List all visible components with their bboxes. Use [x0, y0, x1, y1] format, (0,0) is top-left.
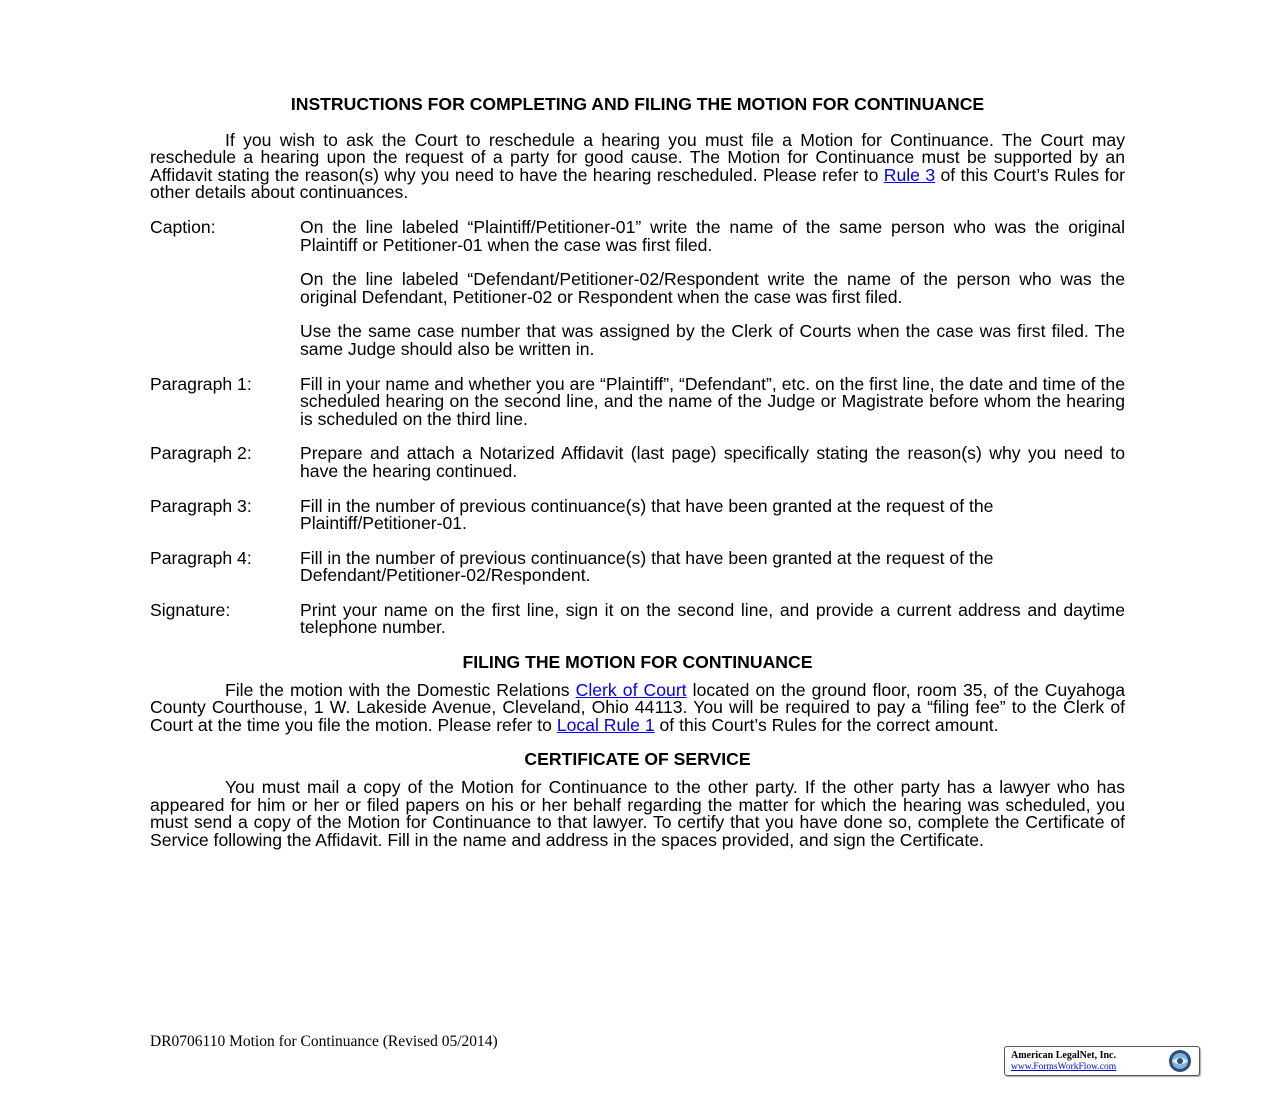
- filing-text-a: File the motion with the Domestic Relations: [225, 679, 576, 700]
- document-page: [150, 96, 1125, 849]
- certificate-paragraph: You must mail a copy of the Motion for Continuance to the other party. If the other party has a lawyer who has appeared for him or her or filed papers on his or her behalf regarding the matter for which the hearing was scheduled, you must send a copy of the Motion for Continuance to that lawyer. To certify that you have done so, complete the Certificate of Service following the Affidavit. Fill in the name and address in the spaces provided, and sign the Certificate.: [150, 777, 1125, 850]
- filing-text-b: located on the ground floor, room 35, of the Cuyahoga County Courthouse, 1 W. Lakeside Avenue, Cleveland, Ohio 44113. You will be required to pay a “filing fee” to the Clerk of Court at the time you file the motion. Please refer to: [150, 679, 1126, 735]
- badge-company: American LegalNet, Inc.: [1011, 1050, 1116, 1061]
- badge-url-link[interactable]: www.FormsWorkFlow.com: [1011, 1062, 1117, 1072]
- globe-logo-icon: [1168, 1049, 1192, 1073]
- paragraph-2-label: Paragraph 2:: [150, 443, 252, 464]
- intro-text-end: of this Court’s Rules for other details about continuances.: [150, 164, 1126, 203]
- filing-paragraph: [150, 679, 1126, 735]
- intro-paragraph: [150, 129, 1126, 203]
- paragraph-3-section: [150, 495, 1125, 534]
- paragraph-3-label: Paragraph 3:: [150, 495, 252, 516]
- caption-text-3: Use the same case number that was assigned by the Clerk of Courts when the case was first filed. The same Judge should also be written in.: [300, 321, 1125, 359]
- filing-heading: FILING THE MOTION FOR CONTINUANCE: [462, 652, 813, 673]
- caption-text-1: On the line labeled “Plaintiff/Petitioner-01” write the name of the same person who was the original Plaintiff or Petitioner-01 when the case was first filed.: [300, 216, 1125, 255]
- caption-section: [150, 216, 1125, 359]
- paragraph-1-section: [150, 373, 1125, 429]
- form-id-footer: DR0706110 Motion for Continuance (Revised 05/2014): [150, 1033, 498, 1050]
- clerk-of-court-link[interactable]: Clerk of Court: [575, 679, 687, 700]
- paragraph-3-text: Fill in the number of previous continuance(s) that have been granted at the request of the Plaintiff/Petitioner-01.: [300, 495, 994, 534]
- paragraph-2-section: [150, 445, 1125, 480]
- certificate-heading: CERTIFICATE OF SERVICE: [524, 749, 751, 770]
- intro-text: If you wish to ask the Court to reschedule a hearing you must file a Motion for Continuance. The Court may reschedule a hearing upon the request of a party for good cause. The Motion for Continuance must be supported by an Affidavit stating the reason(s) why you need to have the hearing rescheduled. Please refer to: [150, 129, 1125, 185]
- paragraph-2-text: Prepare and attach a Notarized Affidavit (last page) specifically stating the reason(s) why you need to have the hearing continued.: [300, 443, 1125, 481]
- local-rule-1-link[interactable]: Local Rule 1: [556, 714, 655, 735]
- paragraph-1-label: Paragraph 1:: [150, 373, 252, 394]
- caption-text-2: On the line labeled “Defendant/Petitioner-02/Respondent write the name of the person who was the original Defendant, Petitioner-02 or Respondent when the case was first filed.: [300, 269, 1125, 307]
- paragraph-4-section: [150, 547, 1125, 586]
- rule-3-link[interactable]: Rule 3: [883, 164, 936, 185]
- paragraph-4-text: Fill in the number of previous continuance(s) that have been granted at the request of the Defendant/Petitioner-02/Respondent.: [300, 547, 994, 586]
- filing-text-c: of this Court’s Rules for the correct amount.: [654, 714, 999, 735]
- signature-section: [150, 599, 1125, 638]
- caption-body: [300, 216, 1125, 359]
- signature-text: Print your name on the first line, sign it on the second line, and provide a current address and daytime telephone number.: [300, 599, 1125, 638]
- signature-label: Signature:: [150, 599, 231, 620]
- paragraph-4-label: Paragraph 4:: [150, 547, 252, 568]
- paragraph-1-text: Fill in your name and whether you are “Plaintiff”, “Defendant”, etc. on the first line, the date and time of the scheduled hearing on the second line, and the name of the Judge or Magistrate before whom the hearing is scheduled on the third line.: [300, 373, 1125, 429]
- american-legalnet-badge[interactable]: [1004, 1046, 1200, 1076]
- document-title: INSTRUCTIONS FOR COMPLETING AND FILING THE MOTION FOR CONTINUANCE: [290, 94, 985, 114]
- caption-label: Caption:: [150, 216, 216, 237]
